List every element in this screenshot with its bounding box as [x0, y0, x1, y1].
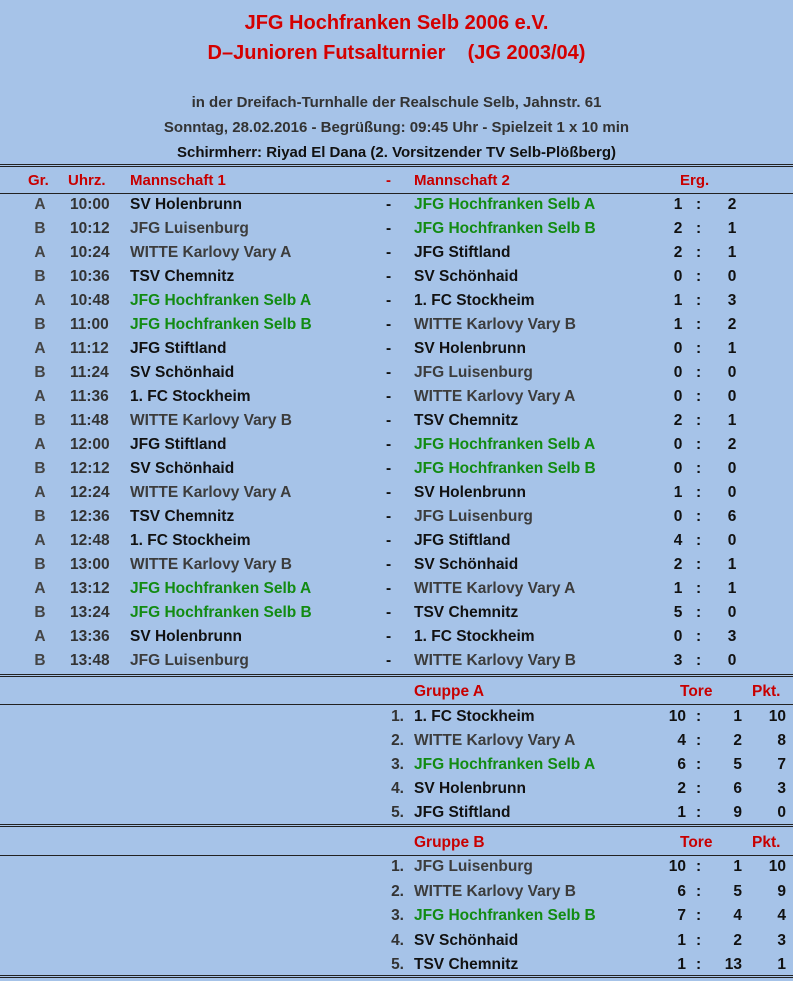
match-away-team: JFG Hochfranken Selb A — [414, 436, 596, 453]
match-row — [0, 292, 793, 316]
col-header-team1: Mannschaft 1 — [130, 172, 226, 189]
match-home-score: 0 — [673, 364, 683, 381]
match-time: 10:48 — [70, 292, 110, 309]
score-separator: : — [696, 628, 702, 645]
goals-separator: : — [696, 756, 702, 773]
match-away-score: 1 — [727, 220, 737, 237]
match-home-team: JFG Stiftland — [130, 340, 227, 357]
match-group: A — [34, 340, 46, 357]
match-home-team: WITTE Karlovy Vary B — [130, 556, 292, 573]
match-dash: - — [386, 316, 392, 333]
match-away-team: SV Schönhaid — [414, 556, 519, 573]
match-group: B — [34, 556, 46, 573]
match-away-score: 2 — [727, 316, 737, 333]
match-away-team: JFG Luisenburg — [414, 364, 533, 381]
score-separator: : — [696, 508, 702, 525]
match-time: 13:24 — [70, 604, 110, 621]
match-away-score: 3 — [727, 292, 737, 309]
match-home-team: SV Holenbrunn — [130, 628, 242, 645]
match-group: A — [34, 196, 46, 213]
match-group: B — [34, 652, 46, 669]
match-away-score: 1 — [727, 580, 737, 597]
score-separator: : — [696, 412, 702, 429]
match-row — [0, 340, 793, 364]
standing-rank: 2. — [391, 882, 404, 900]
score-separator: : — [696, 388, 702, 405]
goals-against: 9 — [733, 804, 742, 821]
match-away-team: WITTE Karlovy Vary B — [414, 652, 576, 669]
points: 3 — [777, 780, 786, 797]
match-dash: - — [386, 556, 392, 573]
match-away-score: 0 — [727, 532, 737, 549]
points: 7 — [777, 756, 786, 773]
match-home-score: 2 — [673, 556, 683, 573]
points: 8 — [777, 732, 786, 749]
score-separator: : — [696, 268, 702, 285]
match-home-team: JFG Hochfranken Selb B — [130, 604, 312, 621]
match-group: A — [34, 244, 46, 261]
goals-against: 6 — [733, 780, 742, 797]
score-separator: : — [696, 484, 702, 501]
match-away-team: WITTE Karlovy Vary A — [414, 580, 576, 597]
points: 1 — [777, 956, 786, 973]
divider — [0, 975, 793, 978]
match-group: A — [34, 628, 46, 645]
match-away-score: 0 — [727, 652, 737, 669]
match-home-score: 1 — [673, 580, 683, 597]
score-separator: : — [696, 580, 702, 597]
match-home-team: JFG Hochfranken Selb A — [130, 292, 312, 309]
match-group: B — [34, 604, 46, 621]
goals-against: 4 — [733, 907, 742, 924]
points: 10 — [768, 708, 786, 725]
match-row — [0, 580, 793, 604]
group-header-divider — [0, 855, 793, 856]
standing-row — [0, 780, 793, 804]
col-header-dash: - — [386, 172, 391, 189]
goals-for: 2 — [677, 780, 686, 797]
points: 4 — [777, 907, 786, 924]
group-title: Gruppe A — [414, 683, 485, 700]
goals-for: 1 — [677, 931, 686, 949]
match-time: 10:00 — [70, 196, 110, 213]
standing-team: SV Holenbrunn — [414, 780, 526, 797]
divider — [0, 674, 793, 677]
match-away-team: JFG Hochfranken Selb B — [414, 220, 596, 237]
match-dash: - — [386, 628, 392, 645]
match-row — [0, 436, 793, 460]
match-dash: - — [386, 292, 392, 309]
match-away-team: SV Holenbrunn — [414, 340, 526, 357]
divider — [0, 824, 793, 827]
goals-separator: : — [696, 907, 702, 924]
points: 9 — [777, 882, 786, 900]
goals-separator: : — [696, 858, 702, 875]
match-group: B — [34, 460, 46, 477]
standing-rank: 3. — [391, 907, 404, 924]
goals-separator: : — [696, 732, 702, 749]
standing-row — [0, 858, 793, 882]
standing-team: 1. FC Stockheim — [414, 708, 535, 725]
goals-against: 5 — [733, 882, 742, 900]
match-row — [0, 484, 793, 508]
standing-team: SV Schönhaid — [414, 931, 519, 949]
match-time: 12:24 — [70, 484, 110, 501]
match-time: 11:12 — [70, 340, 109, 357]
match-away-score: 6 — [727, 508, 737, 525]
match-time: 13:36 — [70, 628, 110, 645]
match-away-score: 0 — [727, 484, 737, 501]
standing-row — [0, 756, 793, 780]
goals-separator: : — [696, 780, 702, 797]
goals-separator: : — [696, 708, 702, 725]
match-away-team: JFG Hochfranken Selb A — [414, 196, 596, 213]
match-dash: - — [386, 220, 392, 237]
match-group: B — [34, 220, 46, 237]
standing-rank: 2. — [391, 732, 404, 749]
col-header-result: Erg. — [680, 172, 710, 189]
match-row — [0, 508, 793, 532]
match-dash: - — [386, 268, 392, 285]
match-home-team: 1. FC Stockheim — [130, 532, 251, 549]
match-away-score: 2 — [727, 196, 737, 213]
match-time: 11:24 — [70, 364, 109, 381]
standing-team: JFG Hochfranken Selb A — [414, 756, 596, 773]
match-dash: - — [386, 532, 392, 549]
goals-against: 1 — [733, 708, 742, 725]
goals-for: 10 — [668, 708, 686, 725]
goals-separator: : — [696, 956, 702, 973]
match-dash: - — [386, 508, 392, 525]
group-title: Gruppe B — [414, 834, 485, 851]
match-home-score: 0 — [673, 340, 683, 357]
match-group: A — [34, 436, 46, 453]
match-away-score: 0 — [727, 364, 737, 381]
goals-against: 2 — [733, 732, 742, 749]
header-divider — [0, 193, 793, 194]
match-row — [0, 196, 793, 220]
match-away-score: 0 — [727, 268, 737, 285]
match-row — [0, 388, 793, 412]
match-row — [0, 364, 793, 388]
match-home-team: SV Schönhaid — [130, 364, 235, 381]
match-dash: - — [386, 412, 392, 429]
match-group: B — [34, 316, 46, 333]
score-separator: : — [696, 460, 702, 477]
match-home-score: 0 — [673, 268, 683, 285]
match-away-team: JFG Stiftland — [414, 244, 511, 261]
score-separator: : — [696, 532, 702, 549]
match-away-team: JFG Hochfranken Selb B — [414, 460, 596, 477]
match-row — [0, 412, 793, 436]
match-home-score: 4 — [673, 532, 683, 549]
col-header-time: Uhrz. — [68, 172, 106, 189]
goals-against: 5 — [733, 756, 742, 773]
match-row — [0, 268, 793, 292]
match-time: 12:36 — [70, 508, 110, 525]
match-row — [0, 220, 793, 244]
match-away-score: 3 — [727, 628, 737, 645]
match-home-score: 2 — [673, 244, 683, 261]
col-header-group: Gr. — [28, 172, 49, 189]
match-home-team: JFG Luisenburg — [130, 652, 249, 669]
patron-line: Schirmherr: Riyad El Dana (2. Vorsitzender TV Selb-Plößberg) — [177, 144, 616, 161]
match-home-score: 0 — [673, 388, 683, 405]
match-dash: - — [386, 580, 392, 597]
match-away-team: 1. FC Stockheim — [414, 628, 535, 645]
match-dash: - — [386, 244, 392, 261]
match-row — [0, 244, 793, 268]
page-title: JFG Hochfranken Selb 2006 e.V. — [244, 12, 549, 34]
score-separator: : — [696, 436, 702, 453]
points: 0 — [777, 804, 786, 821]
match-time: 11:00 — [70, 316, 109, 333]
match-row — [0, 556, 793, 580]
goals-for: 10 — [668, 858, 686, 875]
match-dash: - — [386, 196, 392, 213]
goals-for: 1 — [677, 956, 686, 973]
goals-separator: : — [696, 882, 702, 900]
score-separator: : — [696, 340, 702, 357]
match-row — [0, 532, 793, 556]
standing-rank: 5. — [391, 804, 404, 821]
match-away-team: SV Schönhaid — [414, 268, 519, 285]
match-dash: - — [386, 652, 392, 669]
goals-for: 6 — [677, 882, 686, 900]
match-away-team: SV Holenbrunn — [414, 484, 526, 501]
match-time: 13:48 — [70, 652, 110, 669]
goals-header: Tore — [680, 834, 713, 851]
standing-row — [0, 907, 793, 931]
standing-rank: 5. — [391, 956, 404, 973]
score-separator: : — [696, 196, 702, 213]
match-home-score: 1 — [673, 316, 683, 333]
match-away-team: TSV Chemnitz — [414, 412, 519, 429]
standing-team: WITTE Karlovy Vary A — [414, 732, 576, 749]
goals-against: 1 — [733, 858, 742, 875]
match-home-team: WITTE Karlovy Vary B — [130, 412, 292, 429]
match-dash: - — [386, 604, 392, 621]
match-dash: - — [386, 388, 392, 405]
match-home-score: 2 — [673, 412, 683, 429]
match-time: 13:12 — [70, 580, 110, 597]
score-separator: : — [696, 364, 702, 381]
standing-rank: 4. — [391, 780, 404, 797]
col-header-team2: Mannschaft 2 — [414, 172, 510, 189]
match-group: B — [34, 508, 46, 525]
match-dash: - — [386, 484, 392, 501]
match-home-score: 0 — [673, 628, 683, 645]
match-time: 12:12 — [70, 460, 110, 477]
match-home-score: 1 — [673, 292, 683, 309]
match-row — [0, 316, 793, 340]
match-time: 11:48 — [70, 412, 109, 429]
standing-row — [0, 932, 793, 956]
match-home-team: WITTE Karlovy Vary A — [130, 484, 292, 501]
match-dash: - — [386, 436, 392, 453]
score-separator: : — [696, 244, 702, 261]
standing-rank: 4. — [391, 931, 404, 949]
match-time: 13:00 — [70, 556, 110, 573]
match-away-team: JFG Luisenburg — [414, 508, 533, 525]
page-subtitle: D–Junioren Futsalturnier (JG 2003/04) — [207, 42, 586, 64]
standing-team: JFG Luisenburg — [414, 858, 533, 875]
divider — [0, 164, 793, 167]
standing-team: WITTE Karlovy Vary B — [414, 882, 576, 900]
match-away-score: 0 — [727, 604, 737, 621]
match-away-team: JFG Stiftland — [414, 532, 511, 549]
standing-team: JFG Stiftland — [414, 804, 511, 821]
match-home-score: 0 — [673, 508, 683, 525]
match-home-team: JFG Luisenburg — [130, 220, 249, 237]
match-row — [0, 652, 793, 676]
match-time: 11:36 — [70, 388, 109, 405]
match-home-score: 0 — [673, 436, 683, 453]
group-header-divider — [0, 704, 793, 705]
score-separator: : — [696, 220, 702, 237]
match-away-team: WITTE Karlovy Vary A — [414, 388, 576, 405]
goals-for: 7 — [677, 907, 686, 924]
match-home-team: JFG Stiftland — [130, 436, 227, 453]
goals-separator: : — [696, 931, 702, 949]
standing-rank: 3. — [391, 756, 404, 773]
match-dash: - — [386, 460, 392, 477]
goals-header: Tore — [680, 683, 713, 700]
match-group: A — [34, 388, 46, 405]
match-home-team: WITTE Karlovy Vary A — [130, 244, 292, 261]
points: 10 — [768, 858, 786, 875]
match-home-score: 2 — [673, 220, 683, 237]
goals-for: 4 — [677, 732, 686, 749]
match-time: 12:48 — [70, 532, 110, 549]
match-home-team: TSV Chemnitz — [130, 508, 235, 525]
match-away-team: WITTE Karlovy Vary B — [414, 316, 576, 333]
match-home-team: 1. FC Stockheim — [130, 388, 251, 405]
match-group: A — [34, 484, 46, 501]
standing-team: TSV Chemnitz — [414, 956, 519, 973]
goals-against: 2 — [733, 931, 742, 949]
points-header: Pkt. — [752, 834, 781, 851]
match-group: A — [34, 532, 46, 549]
match-home-team: TSV Chemnitz — [130, 268, 235, 285]
venue-line: in der Dreifach-Turnhalle der Realschule Selb, Jahnstr. 61 — [191, 94, 602, 111]
match-away-score: 1 — [727, 412, 737, 429]
score-separator: : — [696, 292, 702, 309]
match-time: 12:00 — [70, 436, 110, 453]
goals-separator: : — [696, 804, 702, 821]
match-home-score: 5 — [673, 604, 683, 621]
match-group: B — [34, 268, 46, 285]
match-away-score: 1 — [727, 340, 737, 357]
match-dash: - — [386, 364, 392, 381]
score-separator: : — [696, 652, 702, 669]
score-separator: : — [696, 316, 702, 333]
match-home-score: 1 — [673, 484, 683, 501]
match-home-team: JFG Hochfranken Selb A — [130, 580, 312, 597]
points: 3 — [777, 931, 786, 949]
goals-against: 13 — [724, 956, 742, 973]
standing-row — [0, 708, 793, 732]
standing-rank: 1. — [391, 708, 404, 725]
score-separator: : — [696, 604, 702, 621]
match-away-score: 0 — [727, 460, 737, 477]
match-away-score: 1 — [727, 244, 737, 261]
goals-for: 6 — [677, 756, 686, 773]
goals-for: 1 — [677, 804, 686, 821]
match-time: 10:24 — [70, 244, 110, 261]
match-away-score: 1 — [727, 556, 737, 573]
match-home-score: 3 — [673, 652, 683, 669]
match-away-team: 1. FC Stockheim — [414, 292, 535, 309]
match-row — [0, 604, 793, 628]
match-home-team: JFG Hochfranken Selb B — [130, 316, 312, 333]
match-home-team: SV Schönhaid — [130, 460, 235, 477]
standing-row — [0, 732, 793, 756]
match-group: B — [34, 364, 46, 381]
points-header: Pkt. — [752, 683, 781, 700]
match-away-team: TSV Chemnitz — [414, 604, 519, 621]
score-separator: : — [696, 556, 702, 573]
match-time: 10:12 — [70, 220, 110, 237]
standing-row — [0, 883, 793, 907]
date-line: Sonntag, 28.02.2016 - Begrüßung: 09:45 Uhr - Spielzeit 1 x 10 min — [163, 119, 630, 136]
match-group: B — [34, 412, 46, 429]
match-row — [0, 460, 793, 484]
match-group: A — [34, 292, 46, 309]
match-time: 10:36 — [70, 268, 110, 285]
match-away-score: 0 — [727, 388, 737, 405]
standing-team: JFG Hochfranken Selb B — [414, 907, 596, 924]
match-home-team: SV Holenbrunn — [130, 196, 242, 213]
standing-rank: 1. — [391, 858, 404, 875]
match-row — [0, 628, 793, 652]
match-away-score: 2 — [727, 436, 737, 453]
match-group: A — [34, 580, 46, 597]
match-home-score: 1 — [673, 196, 683, 213]
match-dash: - — [386, 340, 392, 357]
match-home-score: 0 — [673, 460, 683, 477]
